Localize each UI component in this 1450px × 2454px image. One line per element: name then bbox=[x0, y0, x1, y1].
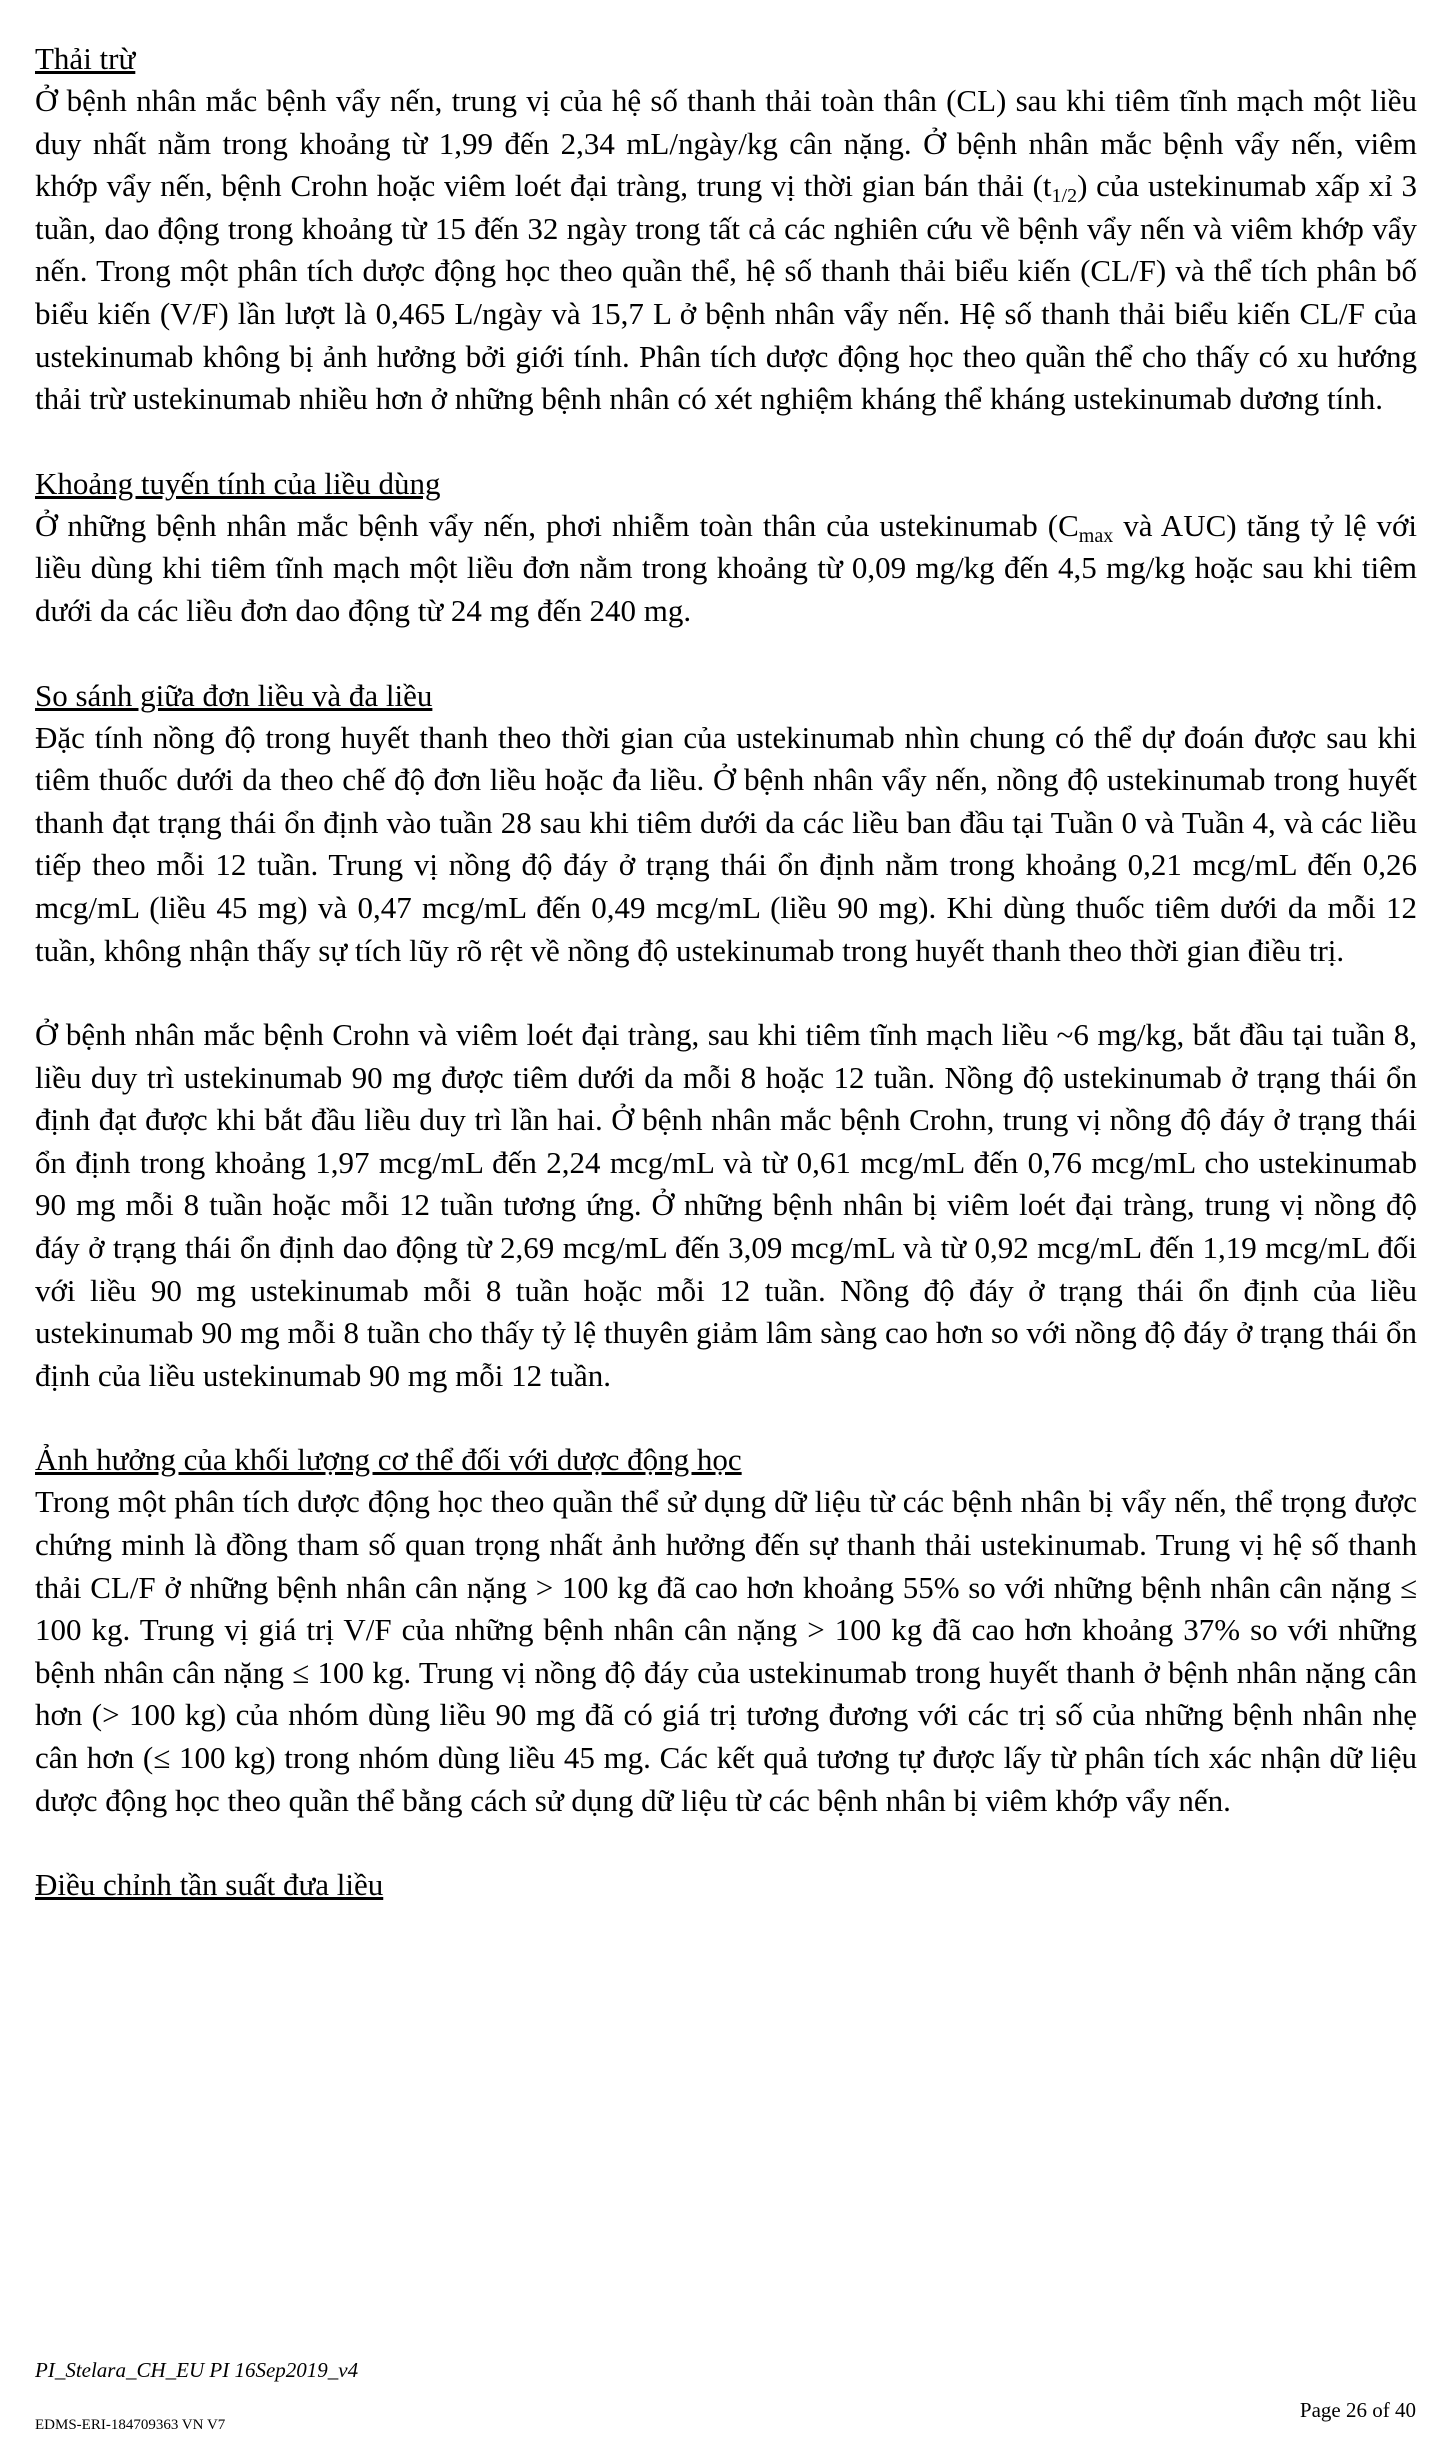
subscript: max bbox=[1078, 524, 1114, 547]
body-paragraph: Đặc tính nồng độ trong huyết thanh theo thời gian của ustekinumab nhìn chung có thể dự đoán được sau khi tiêm thuốc dưới da theo chế độ đơn liều hoặc đa liều. Ở bệnh nhân vẩy nến, nồng độ ustekinumab trong huyết thanh đạt trạng thái ổn định vào tuần 28 sau khi tiêm dưới da các liều ban đầu tại Tuần 0 và Tuần 4, và các liều tiếp theo mỗi 12 tuần. Trung vị nồng độ đáy ở trạng thái ổn định nằm trong khoảng 0,21 mcg/mL đến 0,26 mcg/mL (liều 45 mg) và 0,47 mcg/mL đến 0,49 mcg/mL (liều 90 mg). Khi dùng thuốc tiêm dưới da mỗi 12 tuần, không nhận thấy sự tích lũy rõ rệt về nồng độ ustekinumab trong huyết thanh theo thời gian điều trị. bbox=[35, 719, 1417, 968]
subscript: 1/2 bbox=[1051, 185, 1078, 208]
section-heading: Ảnh hưởng của khối lượng cơ thể đối với dược động học bbox=[35, 1442, 742, 1478]
section-heading: Khoảng tuyến tính của liều dùng bbox=[35, 465, 441, 501]
body-paragraph: Ở bệnh nhân mắc bệnh Crohn và viêm loét đại tràng, sau khi tiêm tĩnh mạch liều ~6 mg/kg, bắt đầu tại tuần 8, liều duy trì ustekinumab 90 mg được tiêm dưới da mỗi 8 hoặc 12 tuần. Nồng độ ustekinumab ở trạng thái ổn định đạt được khi bắt đầu liều duy trì lần hai. Ở bệnh nhân mắc bệnh Crohn, trung vị nồng độ đáy ở trạng thái ổn định trong khoảng 1,97 mcg/mL đến 2,24 mcg/mL và từ 0,61 mcg/mL đến 0,76 mcg/mL cho ustekinumab 90 mg mỗi 8 tuần hoặc mỗi 12 tuần tương ứng. Ở những bệnh nhân bị viêm loét đại tràng, trung vị nồng độ đáy ở trạng thái ổn định dao động từ 2,69 mcg/mL đến 3,09 mcg/mL và từ 0,92 mcg/mL đến 1,19 mcg/mL đối với liều 90 mg ustekinumab mỗi 8 tuần hoặc mỗi 12 tuần. Nồng độ đáy ở trạng thái ổn định của liều ustekinumab 90 mg mỗi 8 tuần cho thấy tỷ lệ thuyên giảm lâm sàng cao hơn so với nồng độ đáy ở trạng thái ổn định của liều ustekinumab 90 mg mỗi 12 tuần. bbox=[35, 1017, 1417, 1393]
section-heading: So sánh giữa đơn liều và đa liều bbox=[35, 677, 433, 713]
section bbox=[35, 463, 1417, 633]
section-heading: Điều chỉnh tần suất đưa liều bbox=[35, 1867, 384, 1903]
footer-document-id: PI_Stelara_CH_EU PI 16Sep2019_v4 bbox=[35, 2358, 359, 2382]
footer-page-number: Page 26 of 40 bbox=[1299, 2398, 1416, 2422]
footer-edms-code: EDMS-ERI-184709363 VN V7 bbox=[35, 2417, 226, 2433]
section bbox=[35, 1439, 1417, 1822]
document-body bbox=[35, 38, 1417, 1906]
section bbox=[35, 38, 1417, 421]
section-heading: Thải trừ bbox=[35, 41, 136, 76]
section bbox=[35, 1864, 1417, 1906]
section bbox=[35, 675, 1417, 1398]
body-paragraph: Ở những bệnh nhân mắc bệnh vẩy nến, phơi nhiễm toàn thân của ustekinumab ($C_{max}$ và AUC) tăng tỷ lệ với liều dùng khi tiêm tĩnh mạch một liều đơn nằm trong khoảng từ 0,09 mg/kg đến 4,5 mg/kg hoặc sau khi tiêm dưới da các liều đơn dao động từ 24 mg đến 240 mg. bbox=[35, 507, 1418, 628]
body-paragraph: Ở bệnh nhân mắc bệnh vẩy nến, trung vị của hệ số thanh thải toàn thân (CL) sau khi tiêm tĩnh mạch một liều duy nhất nằm trong khoảng từ 1,99 đến 2,34 mL/ngày/kg cân nặng. Ở bệnh nhân mắc bệnh vẩy nến, viêm khớp vẩy nến, bệnh Crohn hoặc viêm loét đại tràng, trung vị thời gian bán thải $(t_{1/2})$ của ustekinumab xấp xỉ 3 tuần, dao động trong khoảng từ 15 đến 32 ngày trong tất cả các nghiên cứu về bệnh vẩy nến và viêm khớp vẩy nến. Trong một phân tích dược động học theo quần thể, hệ số thanh thải biểu kiến (CL/F) và thể tích phân bố biểu kiến (V/F) lần lượt là 0,465 L/ngày và 15,7 L ở bệnh nhân vẩy nến. Hệ số thanh thải biểu kiến CL/F của ustekinumab không bị ảnh hưởng bởi giới tính. Phân tích dược động học theo quần thể cho thấy có xu hướng thải trừ ustekinumab nhiều hơn ở những bệnh nhân có xét nghiệm kháng thể kháng ustekinumab dương tính. bbox=[35, 83, 1418, 417]
body-paragraph: Trong một phân tích dược động học theo quần thể sử dụng dữ liệu từ các bệnh nhân bị vẩy nến, thể trọng được chứng minh là đồng tham số quan trọng nhất ảnh hưởng đến sự thanh thải ustekinumab. Trung vị hệ số thanh thải CL/F ở những bệnh nhân cân nặng > 100 kg đã cao hơn khoảng 55% so với những bệnh nhân cân nặng ≤ 100 kg. Trung vị giá trị V/F của những bệnh nhân cân nặng > 100 kg đã cao hơn khoảng 37% so với những bệnh nhân cân nặng ≤ 100 kg. Trung vị nồng độ đáy của ustekinumab trong huyết thanh ở bệnh nhân nặng cân hơn (> 100 kg) của nhóm dùng liều 90 mg đã có giá trị tương đương với các trị số của những bệnh nhân nhẹ cân hơn (≤ 100 kg) trong nhóm dùng liều 45 mg. Các kết quả tương tự được lấy từ phân tích xác nhận dữ liệu dược động học theo quần thể bằng cách sử dụng dữ liệu từ các bệnh nhân bị viêm khớp vẩy nến. bbox=[35, 1484, 1417, 1818]
